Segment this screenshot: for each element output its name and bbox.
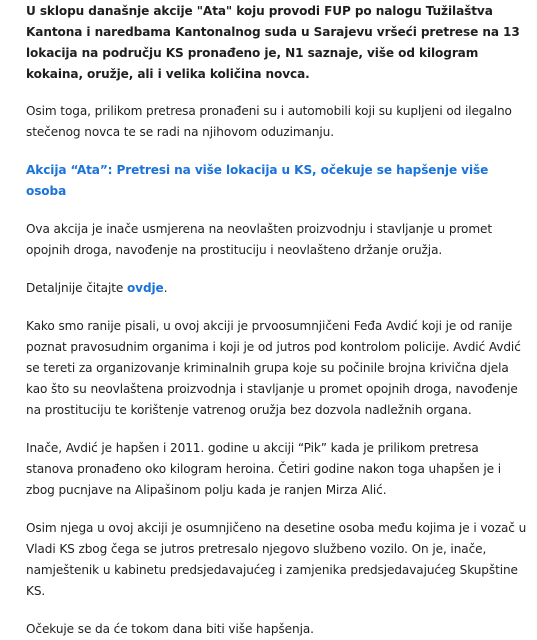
read-more-prefix: Detaljnije čitajte: [26, 281, 127, 295]
paragraph-aim: Ova akcija je inače usmjerena na neovlašten proizvodnju i stavljanje u promet opojnih droga, navođenje na prostituciju i neovlašteno držanje oružja.: [26, 222, 493, 257]
related-article: [26, 160, 527, 202]
read-more-link[interactable]: ovdje: [126, 281, 164, 295]
paragraph-driver: Osim njega u ovoj akciji je osumnjičeno na desetine osoba među kojima je i vozač u Vladi KS zbog čega se jutros pretresalo njegovo službeno vozilo. On je, inače, namještenik u kabinetu predsjedavajućeg i zamjenika predsjedavajućeg Skupštine KS.: [26, 521, 527, 598]
paragraph-read-more: [26, 278, 527, 299]
paragraph-history: Inače, Avdić je hapšen i 2011. godine u akciji “Pik” kada je prilikom pretresa stanova pronađeno oko kilogram heroina. Četiri godine nakon toga uhapšen je i zbog pucnjave na Alipašinom polju kada je ranjen Mirza Alić.: [26, 441, 501, 497]
article-lead: U sklopu današnje akcije "Ata" koju provodi FUP po nalogu Tužilaštva Kantona i naredbama Kantonalnog suda u Sarajevu vršeći pretrese na 13 lokacija na području KS pronađeno je, N1 saznaje, više od kilogram kokaina, oružje, ali i velika količina novca.: [26, 4, 520, 81]
paragraph-suspect: Kako smo ranije pisali, u ovoj akciji je prvoosumnjičeni Feđa Avdić koji je od ranije poznat pravosudnim organima i koji je od jutros pod kontrolom policije. Avdić Avdić se tereti za organizovanje kriminalnih grupa koje su počinile brojna krivična djela kao što su neovlaštena proizvodnja i stavljanje u promet opojnih droga, navođenje na prostituciju te korištenje vatrenog oružja bez dozvola nadležnih organa.: [26, 319, 521, 417]
paragraph-cars: Osim toga, prilikom pretresa pronađeni su i automobili koji su kupljeni od ilegalno stečenog novca te se radi na njihovom oduzimanju.: [26, 104, 512, 139]
read-more-suffix: .: [163, 281, 168, 295]
paragraph-expect: Očekuje se da će tokom dana biti više hapšenja.: [26, 622, 314, 636]
related-article-link[interactable]: Akcija “Ata”: Pretresi na više lokacija u KS, očekuje se hapšenje više osoba: [26, 163, 489, 198]
